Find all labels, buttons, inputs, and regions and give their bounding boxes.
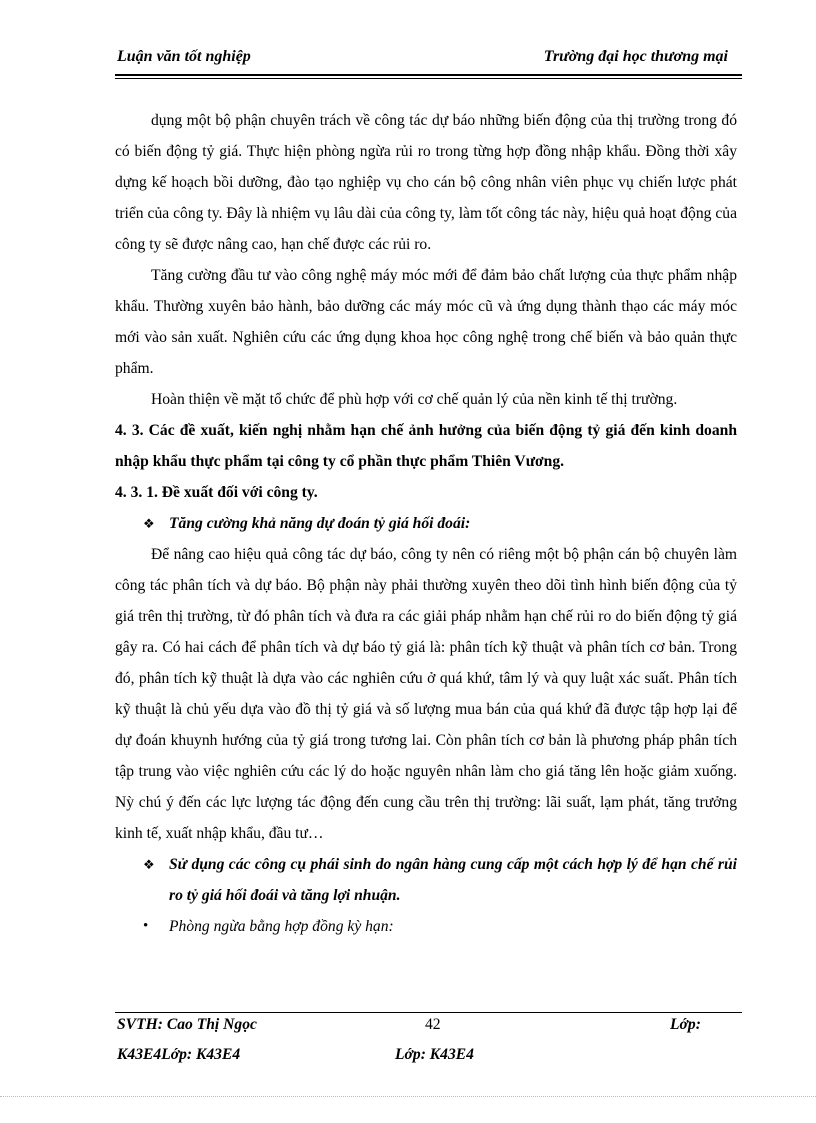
page-bottom-border bbox=[0, 1096, 816, 1097]
header-divider bbox=[115, 74, 742, 76]
page-body bbox=[115, 105, 737, 942]
section-heading-4-3-1: 4. 3. 1. Đề xuất đối với công ty. bbox=[115, 484, 318, 501]
bullet-derivatives bbox=[115, 849, 737, 911]
diamond-bullet-icon: ❖ bbox=[143, 516, 155, 531]
paragraph-1: dụng một bộ phận chuyên trách về công tác dự báo những biến động của thị trường trong đó có biến động tỷ giá. Thực hiện phòng ngừa rủi ro trong từng hợp đồng nhập khẩu. Đồng thời xây dựng kế hoạch bồi dưỡng, đào tạo nghiệp vụ cho cán bộ công nhân viên phục vụ chiến lược phát triển của công ty. Đây là nhiệm vụ lâu dài của công ty, làm tốt công tác này, hiệu quả hoạt động của công ty sẽ được nâng cao, hạn chế được các rủi ro. bbox=[115, 112, 737, 253]
bullet-forecast bbox=[115, 508, 737, 539]
bullet-forecast-text: Tăng cường khả năng dự đoán tỷ giá hối đoái: bbox=[169, 515, 471, 532]
footer-class-mid: Lớp: K43E4 bbox=[395, 1046, 474, 1063]
bullet-forward-contract-text: Phòng ngừa bằng hợp đồng kỳ hạn: bbox=[169, 918, 394, 935]
header-divider-thin bbox=[115, 78, 742, 79]
paragraph-4: Để nâng cao hiệu quả công tác dự báo, công ty nên có riêng một bộ phận cán bộ chuyên làm công tác phân tích và dự báo. Bộ phận này phải thường xuyên theo dõi tình hình biến động của tỷ giá trên thị trường, từ đó phân tích và đưa ra các giải pháp nhằm hạn chế rủi ro do biến động tỷ giá gây ra. Có hai cách để phân tích và dự báo tỷ giá là: phân tích kỹ thuật và phân tích cơ bản. Trong đó, phân tích kỹ thuật là dựa vào các nghiên cứu ở quá khứ, tâm lý và quy luật xác suất. Phân tích kỹ thuật là chủ yếu dựa vào đồ thị tỷ giá và số lượng mua bán của quá khứ đã được tập hợp lại để dự đoán khuynh hướng của tỷ giá trong tương lai. Còn phân tích cơ bản là phương pháp phân tích tập trung vào việc nghiên cứu các lý do hoặc nguyên nhân làm cho giá tăng lên hoặc giảm xuống. Nỳ chú ý đến các lực lượng tác động đến cung cầu trên thị trường: lãi suất, lạm phát, tăng trưởng kinh tế, xuất nhập khẩu, đầu tư… bbox=[115, 546, 737, 842]
footer-student: SVTH: Cao Thị Ngọc bbox=[117, 1016, 257, 1033]
round-bullet-icon: • bbox=[143, 918, 149, 934]
paragraph-2: Tăng cường đầu tư vào công nghệ máy móc mới để đảm bảo chất lượng của thực phẩm nhập khẩu. Thường xuyên bảo hành, bảo dưỡng các máy móc cũ và ứng dụng thành thạo các máy móc mới vào sản xuất. Nghiên cứu các ứng dụng khoa học công nghệ trong chế biến và bảo quản thực phẩm. bbox=[115, 267, 737, 377]
footer-divider bbox=[115, 1012, 742, 1013]
header-right-title: Trường đại học thương mại bbox=[543, 48, 728, 65]
paragraph-3: Hoàn thiện về mặt tổ chức để phù hợp với cơ chế quản lý của nền kinh tế thị trường. bbox=[151, 391, 678, 408]
page-header bbox=[115, 48, 742, 74]
page-number: 42 bbox=[425, 1016, 441, 1033]
bullet-forward-contract bbox=[115, 911, 737, 942]
header-left-title: Luận văn tốt nghiệp bbox=[117, 48, 251, 65]
diamond-bullet-icon: ❖ bbox=[143, 857, 155, 872]
footer-class-left: K43E4Lớp: K43E4 bbox=[117, 1046, 241, 1063]
footer-class-right: Lớp: bbox=[670, 1016, 701, 1033]
bullet-derivatives-text: Sử dụng các công cụ phái sinh do ngân hàng cung cấp một cách hợp lý để hạn chế rủi ro tỷ giá hối đoái và tăng lợi nhuận. bbox=[169, 856, 737, 904]
section-heading-4-3: 4. 3. Các đề xuất, kiến nghị nhằm hạn chế ảnh hưởng của biến động tỷ giá đến kinh doanh nhập khẩu thực phẩm tại công ty cổ phần thực phẩm Thiên Vương. bbox=[115, 422, 737, 470]
page-footer bbox=[115, 1016, 742, 1076]
